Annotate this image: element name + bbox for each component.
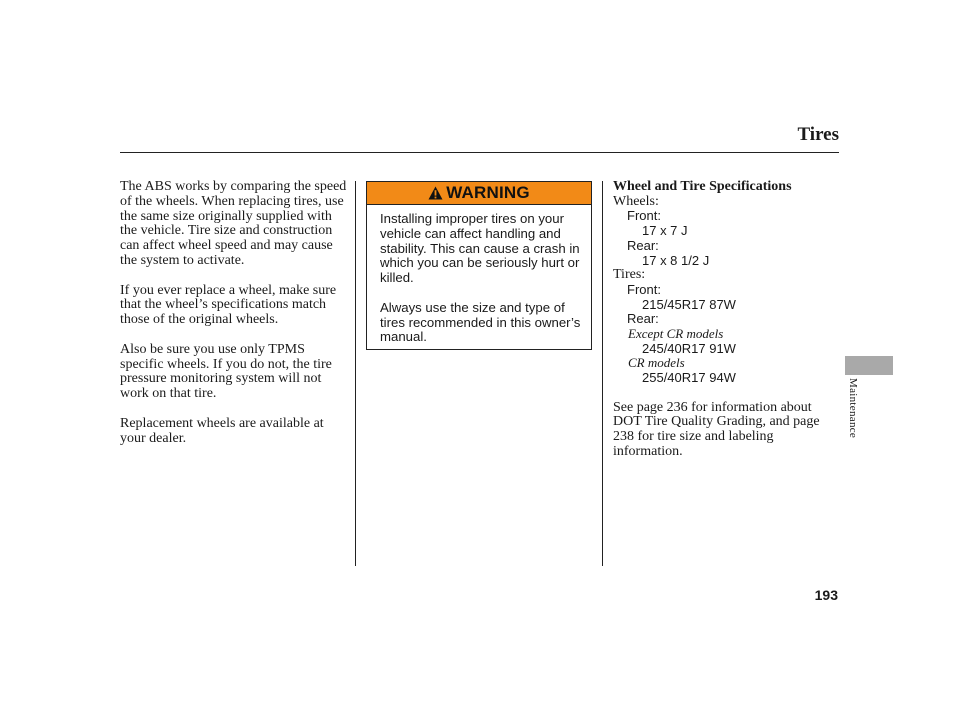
- abs-paragraph: The ABS works by comparing the speed of the wheels. When replacing tires, use the same size originally supplied with the vehicle. Tire size and construction can affect wheel speed and may cause the system to activate.: [120, 179, 347, 268]
- tire-rear-except-cr-value: 245/40R17 91W: [642, 340, 736, 356]
- spacer: [613, 386, 843, 401]
- warning-body: [367, 205, 591, 345]
- tire-front-value: 215/45R17 87W: [642, 296, 736, 312]
- wheel-rear-label: Rear:: [627, 237, 659, 253]
- dealer-paragraph: Replacement wheels are available at your dealer.: [120, 415, 324, 446]
- page-number: 193: [814, 587, 838, 603]
- wheels-label: Wheels:: [613, 193, 659, 209]
- warning-header: [367, 182, 591, 205]
- note-cr: CR models: [628, 355, 685, 371]
- warning-label: WARNING: [446, 183, 530, 202]
- column-divider-left: [355, 181, 356, 566]
- header-rule: [120, 152, 839, 153]
- warning-text-recommended: Always use the size and type of tires recommended in this owner’s manual.: [380, 299, 581, 345]
- warning-triangle-icon: [428, 186, 443, 200]
- specs-column: [613, 180, 843, 459]
- page-title: Tires: [797, 124, 839, 145]
- column-divider-right: [602, 181, 603, 566]
- warning-box: [366, 181, 592, 350]
- tire-rear-label: Rear:: [627, 311, 659, 327]
- wheel-rear-value: 17 x 8 1/2 J: [642, 252, 710, 268]
- section-label: Maintenance: [847, 378, 859, 439]
- tire-front-label: Front:: [627, 281, 661, 297]
- warning-text-improper-tires: Installing improper tires on your vehicle can affect handling and stability. This can cause a crash in which you can be seriously hurt or killed.: [380, 211, 580, 286]
- note-except-cr: Except CR models: [628, 326, 724, 342]
- wheel-front-label: Front:: [627, 208, 661, 224]
- wheel-spec-paragraph: If you ever replace a wheel, make sure that the wheel’s specifications match those of the original wheels.: [120, 282, 337, 328]
- left-column: [120, 180, 348, 461]
- specs-heading: Wheel and Tire Specifications: [613, 179, 792, 194]
- section-tab: [845, 356, 893, 375]
- tire-rear-cr-value: 255/40R17 94W: [642, 370, 736, 386]
- wheel-front-value: 17 x 7 J: [642, 223, 688, 239]
- reference-paragraph: See page 236 for information about DOT Tire Quality Grading, and page 238 for tire size and labeling information.: [613, 399, 820, 459]
- tpms-paragraph: Also be sure you use only TPMS specific wheels. If you do not, the tire pressure monitoring system will not work on that tire.: [120, 341, 332, 402]
- tires-label: Tires:: [613, 267, 646, 283]
